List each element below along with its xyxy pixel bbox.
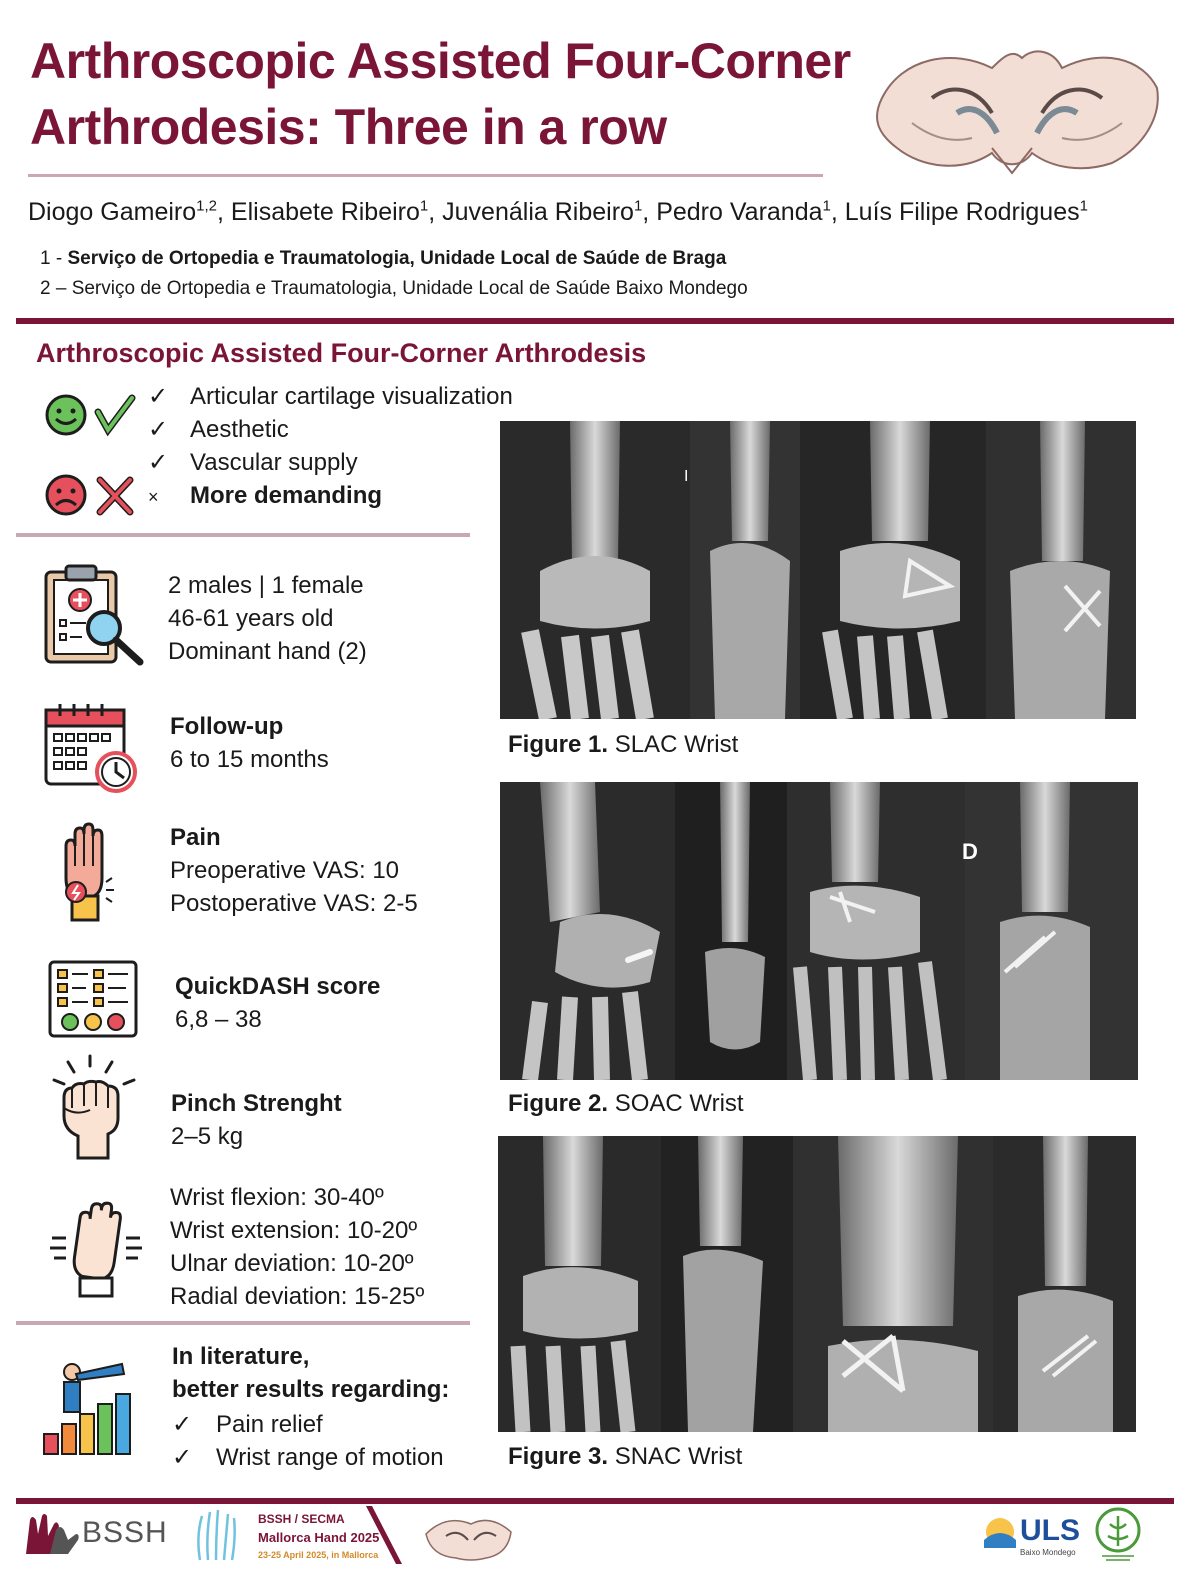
literature-item-2: ✓ Wrist range of motion [172, 1444, 444, 1471]
rom-block [170, 1181, 424, 1313]
followup-block [170, 710, 329, 776]
author-2: Elisabete Ribeiro$^1$, [230, 198, 443, 227]
figure-1-caption: Figure 1. SLAC Wrist [508, 731, 739, 758]
demographics-block [168, 569, 367, 668]
literature-item-1: ✓ Pain relief [172, 1411, 323, 1438]
followup-heading: Follow-up [170, 713, 284, 740]
sad-face-cross-icon [44, 472, 136, 518]
figure-2-caption: Figure 2. SOAC Wrist [508, 1090, 744, 1117]
pro-item-3: ✓ Vascular supply [148, 449, 358, 476]
figure-1-xray [500, 421, 1136, 719]
uls-logo-text: ULS [1020, 1514, 1080, 1547]
hands-illustration [862, 28, 1172, 176]
pro-item-2: ✓ Aesthetic [148, 416, 289, 443]
figure-3-xray [498, 1136, 1136, 1432]
fist-strength-icon [50, 1054, 138, 1162]
figure-2-xray [500, 782, 1138, 1080]
pain-block [170, 821, 418, 920]
affiliation-1: 1 - Serviço de Ortopedia e Traumatologia, Unidade Local de Saúde de Braga [40, 248, 727, 269]
pain-postoperative: Postoperative VAS: 2-5 [170, 890, 418, 917]
survey-form-icon [48, 960, 140, 1040]
demographics-sex: 2 males | 1 female [168, 572, 364, 599]
poster-title [30, 28, 860, 160]
secma-logo-icon [194, 1506, 240, 1562]
author-1: Diogo Gameiro$^{1,2}$, [28, 198, 231, 227]
pain-heading: Pain [170, 824, 221, 851]
demographics-hand: Dominant hand (2) [168, 638, 367, 665]
quickdash-heading: QuickDASH score [175, 973, 381, 1000]
pro-item-1: ✓ Articular cartilage visualization [148, 383, 513, 410]
pinch-heading: Pinch Strenght [171, 1090, 342, 1117]
event-line-1: BSSH / SECMA [258, 1512, 345, 1526]
quickdash-block [175, 970, 380, 1036]
uls-logo-icon [980, 1516, 1020, 1550]
title-line-1: Arthroscopic Assisted Four-Corner [30, 33, 851, 89]
section-title: Arthroscopic Assisted Four-Corner Arthrodesis [36, 338, 647, 368]
calendar-clock-icon [44, 702, 138, 794]
affiliation-2: 2 – Serviço de Ortopedia e Traumatologia, Unidade Local de Saúde Baixo Mondego [40, 278, 748, 299]
footer-divider [16, 1498, 1174, 1504]
bssh-logo-text: BSSH [82, 1516, 168, 1549]
pinch-block [171, 1087, 342, 1153]
pinch-value: 2–5 kg [171, 1123, 244, 1150]
figure-3-caption: Figure 3. SNAC Wrist [508, 1443, 743, 1470]
telescope-growth-icon [42, 1360, 138, 1456]
event-line-3: 23-25 April 2025, in Mallorca [258, 1550, 379, 1560]
figure-1-marker: I [684, 468, 689, 485]
wrist-motion-icon [48, 1198, 144, 1298]
header-divider [16, 318, 1174, 324]
author-4: Pedro Varanda$^1$, [656, 198, 845, 227]
rom-ulnar: Ulnar deviation: 10-20º [170, 1250, 414, 1277]
author-5: Luís Filipe Rodrigues$^1$ [844, 198, 1088, 227]
rom-extension: Wrist extension: 10-20º [170, 1217, 418, 1244]
title-line-2: Arthrodesis: Three in a row [30, 99, 667, 155]
happy-face-check-icon [44, 392, 136, 438]
title-underline [28, 174, 823, 177]
pain-preoperative: Preoperative VAS: 10 [170, 857, 400, 884]
literature-heading-1: In literature, [172, 1343, 310, 1370]
event-line-2: Mallorca Hand 2025 [258, 1530, 380, 1545]
clipboard-search-icon [42, 562, 146, 666]
event-banner [246, 1506, 526, 1564]
author-3: Juvenália Ribeiro$^1$, [442, 198, 657, 227]
followup-value: 6 to 15 months [170, 746, 329, 773]
demographics-age: 46-61 years old [168, 605, 334, 632]
bssh-logo-icon [22, 1510, 82, 1558]
con-item: × More demanding [148, 482, 383, 509]
section-divider-2 [16, 1321, 470, 1325]
author-list [28, 198, 1088, 227]
literature-block [172, 1340, 449, 1474]
rom-radial: Radial deviation: 15-25º [170, 1283, 425, 1310]
rom-flexion: Wrist flexion: 30-40º [170, 1184, 384, 1211]
section-divider-1 [16, 533, 470, 537]
figure-2-marker: D [962, 839, 978, 864]
quickdash-value: 6,8 – 38 [175, 1006, 262, 1033]
hand-pain-icon [56, 820, 116, 922]
uls-logo-subtitle: Baixo Mondego [1020, 1548, 1076, 1557]
literature-heading-2: better results regarding: [172, 1376, 450, 1403]
hospital-seal-icon [1094, 1506, 1144, 1562]
